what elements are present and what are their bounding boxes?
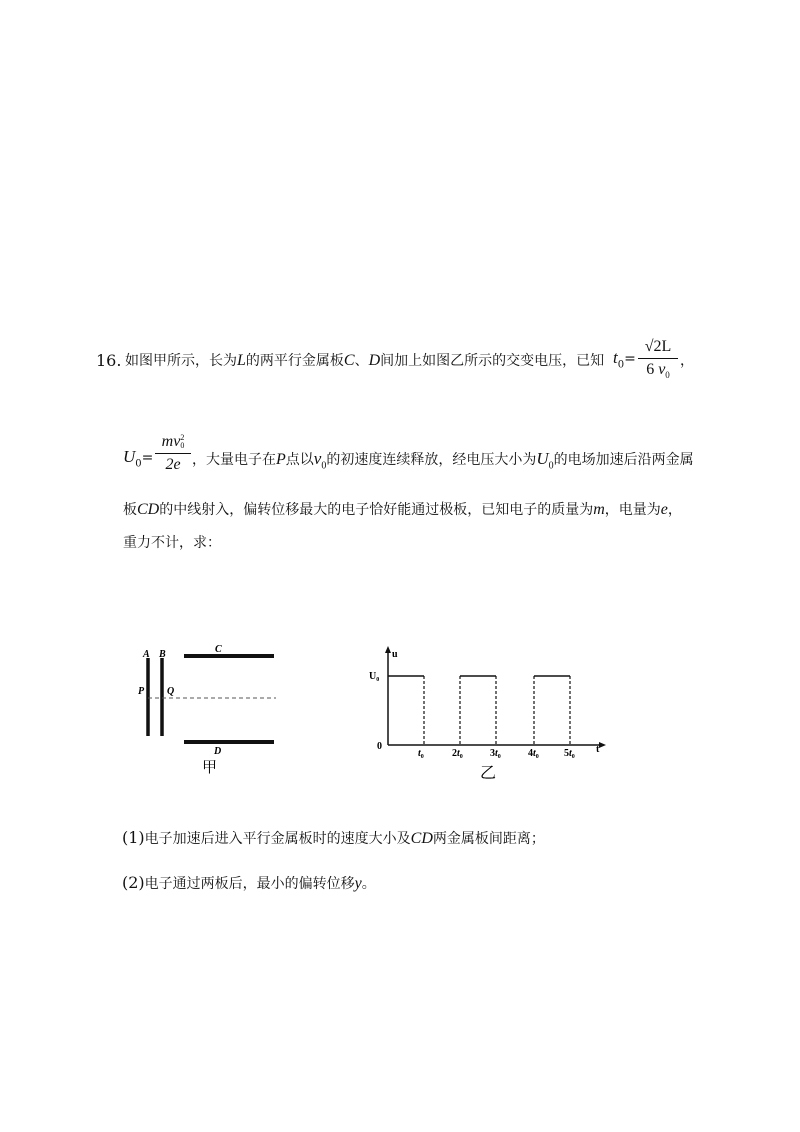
question-line-2 <box>192 449 694 476</box>
subquestion-number: (1) <box>122 828 145 847</box>
axis-t-label: t <box>596 744 600 755</box>
sub: 0 <box>548 460 554 472</box>
equals: = <box>624 351 636 367</box>
figure-yi <box>365 645 615 785</box>
text: 的两平行金属板 <box>245 353 344 369</box>
var-t: t <box>613 348 618 367</box>
var-CD: CD <box>137 501 160 518</box>
axis-u-label: u <box>392 649 398 660</box>
text: 电子加速后进入平行金属板时的速度大小及 <box>144 831 411 847</box>
origin-label: 0 <box>377 741 382 752</box>
sub: 0 <box>180 441 185 451</box>
var-U: U <box>123 447 136 466</box>
sub: 0 <box>459 754 463 760</box>
var: t <box>457 748 460 759</box>
subquestion-2 <box>122 873 376 894</box>
level-sub: 0 <box>376 677 380 683</box>
coef: 5 <box>564 748 569 759</box>
var-m: m <box>161 433 174 450</box>
var: t <box>533 748 536 759</box>
label-A: A <box>143 649 150 660</box>
t0-lhs <box>613 348 636 370</box>
text: 板 <box>123 502 137 518</box>
t0-denominator <box>638 361 678 384</box>
text: ，电量为 <box>604 502 661 518</box>
figure-jia <box>130 640 300 780</box>
var-CD: CD <box>410 830 433 847</box>
level-U: U <box>369 671 377 682</box>
tick-4t0 <box>528 748 539 760</box>
line1-tail: ， <box>680 353 694 369</box>
text: 、 <box>354 353 369 369</box>
sub: 0 <box>571 754 575 760</box>
text: 两金属板间距离； <box>432 831 545 847</box>
text: 的初速度连续释放，经电压大小为 <box>326 452 537 468</box>
tick-2t0 <box>452 748 463 760</box>
var-v0 <box>313 449 327 472</box>
fraction-bar <box>155 453 191 454</box>
label-Q: Q <box>167 686 175 697</box>
var-e: e <box>660 501 668 518</box>
label-B: B <box>159 649 166 660</box>
subquestion-number: (2) <box>122 873 145 892</box>
var: t <box>569 748 572 759</box>
question-line-1 <box>125 351 604 371</box>
tick-5t0 <box>564 748 575 760</box>
text: 点以 <box>285 452 314 468</box>
coef: 6 <box>646 361 655 378</box>
sup: 2 <box>180 433 185 443</box>
subquestion-1 <box>122 828 545 849</box>
label-C: C <box>215 644 222 655</box>
var-U: U <box>536 449 549 468</box>
var-D: D <box>368 352 381 369</box>
var-U0 <box>536 449 554 472</box>
var-v: v <box>313 449 322 468</box>
question-line-3 <box>123 500 682 520</box>
sub: 0 <box>665 370 670 381</box>
coef: 4 <box>528 748 533 759</box>
sub: 0 <box>420 754 424 760</box>
coef: 3 <box>490 748 495 759</box>
var-m: m <box>593 501 605 518</box>
text: ， <box>667 502 682 518</box>
var-v: v <box>658 361 666 378</box>
var: t <box>418 748 421 759</box>
level-label <box>369 671 379 683</box>
u0-lhs <box>123 447 153 469</box>
sub: 0 <box>535 754 539 760</box>
sub: 0 <box>135 458 142 470</box>
tick-t0 <box>418 748 424 760</box>
coef: 2 <box>452 748 457 759</box>
text: 如图甲所示，长为 <box>125 353 237 369</box>
text: 。 <box>361 876 376 892</box>
var-v: v <box>173 433 181 450</box>
label-P: P <box>138 686 145 697</box>
question-line-4: 重力不计，求： <box>123 535 221 551</box>
sub: 0 <box>321 460 327 472</box>
t0-fraction <box>638 338 678 384</box>
question-number: 16. <box>96 351 122 370</box>
t0-numerator: √2L <box>644 338 672 355</box>
caption-yi: 乙 <box>480 765 497 782</box>
caption-jia: 甲 <box>202 760 218 776</box>
t-axis-arrow <box>599 742 606 748</box>
sub: 0 <box>617 359 625 371</box>
u-axis-arrow <box>385 646 391 653</box>
u0-fraction <box>155 433 191 474</box>
var: t <box>495 748 498 759</box>
label-D: D <box>214 746 222 757</box>
text: 的中线射入，偏转位移最大的电子恰好能通过极板，已知电子的质量为 <box>159 502 594 518</box>
sup-sub <box>180 434 184 450</box>
var-L: L <box>237 352 246 369</box>
text: ，大量电子在 <box>192 452 276 468</box>
tick-3t0 <box>490 748 501 760</box>
var-C: C <box>343 352 355 369</box>
sub: 0 <box>497 754 501 760</box>
equals: = <box>141 450 154 466</box>
u0-numerator <box>155 433 191 451</box>
text: 的电场加速后沿两金属 <box>553 452 694 468</box>
text: 电子通过两板后，最小的偏转位移 <box>144 876 355 892</box>
u0-denominator: 2e <box>165 456 181 473</box>
var-y: y <box>354 875 362 892</box>
fraction-bar <box>638 358 678 359</box>
text: 间加上如图乙所示的交变电压，已知 <box>380 353 605 369</box>
var-P: P <box>276 451 286 468</box>
